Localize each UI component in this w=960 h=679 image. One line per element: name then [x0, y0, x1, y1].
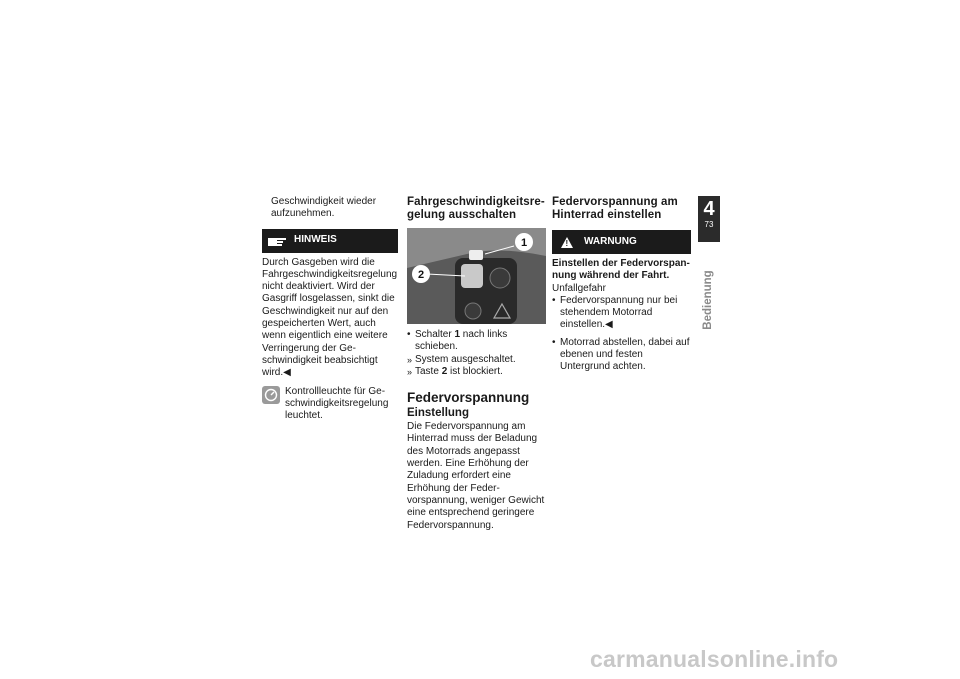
handlebar-switch-photo	[407, 228, 546, 324]
column-right	[552, 196, 691, 374]
subsection-title: Einstellung	[407, 407, 469, 420]
section-heading-rear-spring: Federvorspannung am Hinterrad einstellen	[552, 196, 678, 221]
result-item: » Taste 2 ist blockiert.	[407, 366, 546, 378]
warning-label: WARNUNG	[584, 235, 637, 247]
list-item: • Federvorspannung nur bei stehendem Motorrad einstellen.◀	[552, 295, 691, 332]
watermark: carmanualsonline.info	[590, 646, 839, 672]
notice-bar	[262, 229, 398, 253]
steps-list	[407, 329, 546, 378]
warning-triangle-icon	[556, 234, 578, 250]
warning-title: Einstellen der Federvorspannung während der Fahrt.	[552, 258, 690, 282]
photo-callout-1: 1	[520, 237, 528, 249]
notice-text: Durch Gasgeben wird die Fahrgeschwindigkeitsregelung nicht deaktiviert. Wird der Gasgriff losgelassen, sinkt die Geschwindigkeit nur auf den gespeicherten Wert, auch wenn eigentlich eine weitere Verringerung der Geschwindigkeit beabsichtigt wird.◀	[262, 256, 398, 379]
column-left	[262, 196, 398, 422]
chapter-number: 4	[703, 198, 715, 220]
result-item: » System ausgeschaltet.	[407, 354, 546, 366]
notice-hand-icon	[266, 233, 288, 249]
notice-label: HINWEIS	[294, 234, 337, 246]
warning-bullets	[552, 295, 691, 374]
suspension-body: Die Federvorspannung am Hinterrad muss der Beladung des Motorrads angepasst werden. Eine Erhöhung der Zuladung erfordert eine Erhöhung der Federvorspannung, weniger Gewicht eine entsprechend geringere Federvorspannung.	[407, 421, 545, 531]
photo-callout-2: 2	[417, 269, 425, 281]
warning-bar	[552, 230, 691, 254]
chapter-tab	[698, 196, 720, 242]
section-title-suspension: Federvorspannung	[407, 390, 530, 406]
indicator-lamp-note	[262, 386, 398, 423]
warning-sub: Unfallgefahr	[552, 282, 606, 294]
lamp-text: Kontrollleuchte für Geschwindigkeitsregelung leuchtet.	[285, 385, 389, 422]
list-item: • Motorrad abstellen, dabei auf ebenen und festen Untergrund achten.	[552, 337, 691, 374]
side-label	[691, 250, 725, 350]
cruise-control-lamp-icon	[262, 386, 280, 404]
intro-text: Geschwindigkeit wieder aufzunehmen.	[271, 196, 377, 220]
column-middle	[407, 196, 546, 532]
page-number: 73	[704, 220, 714, 229]
section-heading-cruise-off: Fahrgeschwindigkeitsregelung ausschalten	[407, 196, 545, 221]
side-label-text: Bedienung	[702, 270, 714, 330]
step-item: • Schalter 1 nach links schieben.	[407, 329, 546, 354]
